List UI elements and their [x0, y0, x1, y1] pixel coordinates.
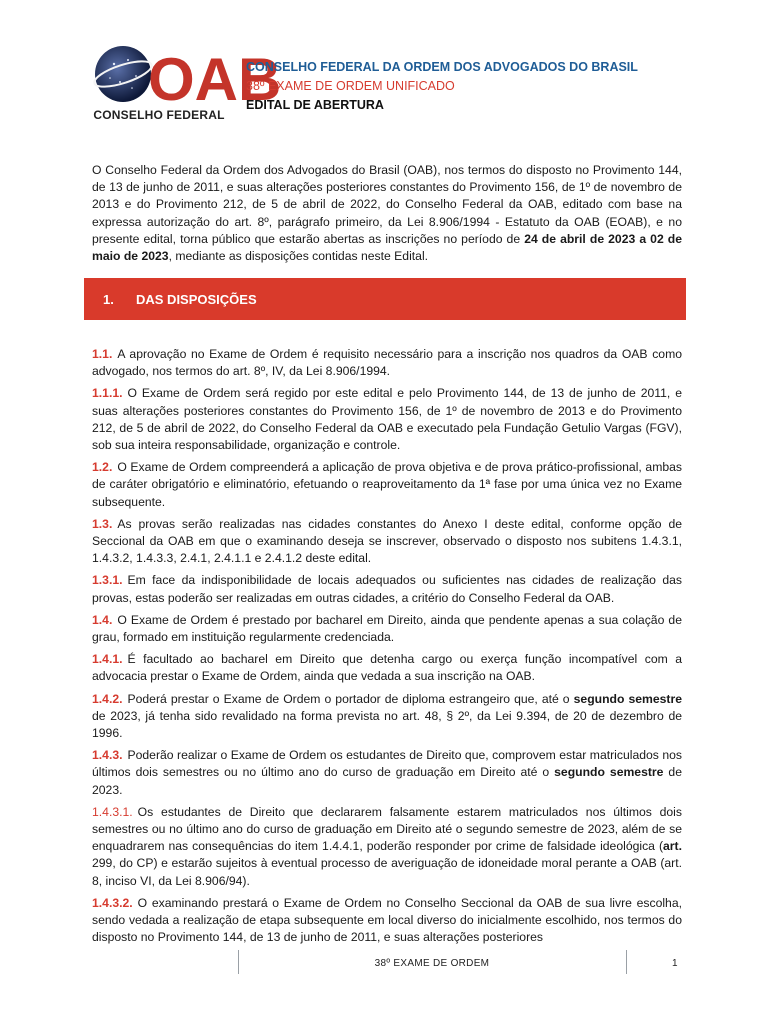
provision-number: 1.4.2.: [92, 691, 123, 706]
section-title: DAS DISPOSIÇÕES: [136, 291, 257, 307]
provision-number: 1.3.: [92, 516, 113, 531]
intro-paragraph: [92, 162, 682, 265]
provision-item: [92, 651, 682, 685]
intro-text-end: , mediante as disposições contidas neste Edital.: [168, 249, 429, 264]
provision-item: [92, 516, 682, 568]
provision-text: As provas serão realizadas nas cidades constantes do Anexo I deste edital, conforme opção de Seccional da OAB em que o examinando deseja se inscrever, observado o disposto nos subitens 1.4.3.1, 1.4.3.2, 1.4.3.3, 2.4.1, 2.4.1.1 e 2.4.1.2 deste edital.: [92, 516, 682, 566]
provision-item: [92, 572, 682, 606]
provision-text: de 2023, já tenha sido revalidado na forma prevista no art. 48, § 2º, da Lei 9.394, de 20 de dezembro de 1996.: [92, 708, 682, 741]
provision-text: O examinando prestará o Exame de Ordem no Conselho Seccional da OAB de sua livre escolha, sendo vedada a realização de etapa subsequente em local diverso do inicialmente escolhido, nos termos do disposto no Provimento 144, de 13 de junho de 2011, e suas alterações posteriores: [92, 895, 682, 945]
provision-text: É facultado ao bacharel em Direito que detenha cargo ou exerça função incompatível com a advocacia prestar o Exame de Ordem, ainda que vedada a sua inscrição na OAB.: [92, 652, 682, 684]
provision-emphasis: art.: [663, 839, 682, 854]
provision-text: A aprovação no Exame de Ordem é requisito necessário para a inscrição nos quadros da OAB como advogado, nos termos do art. 8º, IV, da Lei 8.906/1994.: [92, 347, 682, 379]
provision-text: 299, do CP) e estarão sujeitos à eventual processo de averiguação de idoneidade moral perante a OAB (art. 8, inciso VI, da Lei 8.906/94).: [92, 856, 682, 888]
exam-name: 38º EXAME DE ORDEM UNIFICADO: [246, 79, 455, 93]
provision-text: O Exame de Ordem compreenderá a aplicação de prova objetiva e de prova prático-profissional, ambas de caráter obrigatório e eliminatório, efetuando o reaproveitamento da 1ª fase por uma única vez no Exame subsequente.: [92, 460, 682, 509]
provision-item: [92, 747, 682, 799]
provision-item: [92, 346, 682, 380]
provision-text: Poderá prestar o Exame de Ordem o portador de diploma estrangeiro que, até o: [127, 691, 574, 706]
provisions-list: [92, 346, 682, 952]
provision-text: O Exame de Ordem é prestado por bacharel em Direito, ainda que pendente apenas a sua colação de grau, formado em instituição regularmente credenciada.: [92, 612, 682, 645]
section-number: 1.: [103, 291, 114, 307]
provision-item: [92, 895, 682, 947]
header-title-block: [246, 58, 706, 115]
logo-caption: CONSELHO FEDERAL: [93, 108, 225, 122]
provision-text: de 2023.: [92, 765, 682, 797]
section-heading-bar: [84, 278, 686, 320]
provision-number: 1.1.1.: [92, 386, 123, 401]
intro-registration-period: 24 de abril de 2023 a 02 de maio de 2023: [92, 231, 682, 264]
provision-text: O Exame de Ordem será regido por este edital e pelo Provimento 144, de 13 de junho de 2011, e suas alterações posteriores constantes do Provimento 156, de 1º de novembro de 2013 e do Provimento 212, de 5 de abril de 2022, do Conselho Federal da OAB e executado pela Fundação Getulio Vargas (FGV), sob sua inteira responsabilidade, organização e controle.: [92, 386, 682, 453]
provision-number: 1.4.3.2.: [92, 895, 133, 910]
provision-number: 1.4.3.1.: [92, 804, 133, 819]
provision-text: Os estudantes de Direito que declararem falsamente estarem matriculados nos últimos dois semestres ou no último ano do curso de graduação em Direito até o segundo semestre de 2023, além de se enquadrarem nas consequências do item 1.4.4.1, poderão responder por crime de falsidade ideológica (: [92, 804, 682, 854]
provision-item: [92, 612, 682, 646]
document-title: EDITAL DE ABERTURA: [246, 98, 384, 112]
provision-text: Poderão realizar o Exame de Ordem os estudantes de Direito que, comprovem estar matriculados nos últimos dois semestres ou no último ano do curso de graduação em Direito até o: [92, 748, 682, 780]
provision-number: 1.4.: [92, 612, 113, 627]
intro-text-start: O Conselho Federal da Ordem dos Advogados do Brasil (OAB), nos termos do disposto no Provimento 144, de 13 de junho de 2011, e suas alterações posteriores constantes do Provimento 156, de 1º de novembro de 2013 e do Provimento 212, de 5 de abril de 2022, do Conselho Federal da OAB, editado com base na expressa autorização do art. 8º, parágrafo primeiro, da Lei 8.906/1994 - Estatuto da OAB (EOAB), e no presente edital, torna público que estarão abertas as inscrições no período de: [92, 163, 682, 246]
provision-number: 1.3.1.: [92, 573, 123, 588]
council-name: CONSELHO FEDERAL DA ORDEM DOS ADVOGADOS DO BRASIL: [246, 60, 638, 74]
footer-divider-right: [626, 950, 627, 974]
provision-text: Em face da indisponibilidade de locais adequados ou suficientes nas cidades de realização das provas, estas poderão ser realizadas em outras cidades, a critério do Conselho Federal da OAB.: [92, 573, 682, 605]
provision-item: [92, 385, 682, 454]
provision-item: [92, 691, 682, 743]
provision-emphasis: segundo semestre: [554, 765, 664, 780]
provision-emphasis: segundo semestre: [573, 691, 682, 706]
footer-title: 38º EXAME DE ORDEM: [374, 958, 490, 969]
provision-item: [92, 459, 682, 511]
oab-logo: [92, 42, 282, 126]
provision-item: [92, 804, 682, 890]
page-footer: [0, 950, 770, 982]
logo-letters: OAB: [148, 46, 282, 113]
provision-number: 1.2.: [92, 460, 113, 475]
provision-number: 1.1.: [92, 347, 113, 361]
provision-number: 1.4.3.: [92, 748, 123, 763]
provision-number: 1.4.1.: [92, 652, 123, 667]
document-header: [92, 42, 712, 132]
page-number: 1: [672, 958, 678, 969]
